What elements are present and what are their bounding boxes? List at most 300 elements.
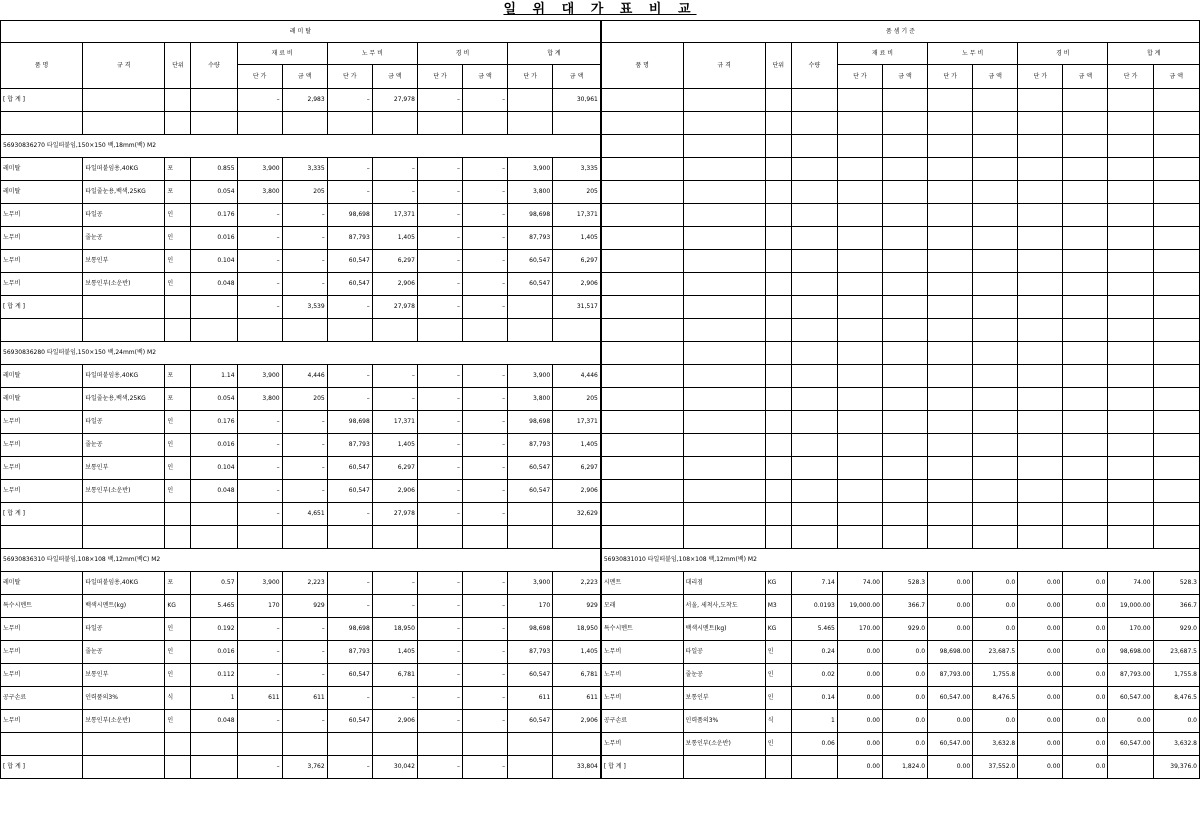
table-cell: 인 — [765, 664, 791, 687]
col-amount: 금 액 — [553, 65, 601, 89]
table-cell — [601, 526, 683, 549]
table-cell: 0.57 — [191, 572, 237, 595]
item-code-header: 56930836310 타일떠붙임,108×108 백,12mm(백C) M2 — [1, 549, 601, 572]
table-cell — [791, 365, 837, 388]
table-cell: [ 합 계 ] — [1, 756, 83, 779]
table-cell — [928, 273, 973, 296]
table-cell — [462, 733, 507, 756]
table-cell: 보통인부(소운반) — [83, 710, 165, 733]
table-cell: 0.00 — [1018, 664, 1063, 687]
table-cell: – — [462, 687, 507, 710]
table-cell — [882, 181, 927, 204]
table-cell — [1, 526, 83, 549]
table-cell: 보통인부(소운반) — [683, 733, 765, 756]
table-row — [1, 710, 1200, 733]
table-cell — [791, 503, 837, 526]
table-cell — [1018, 319, 1063, 342]
table-cell — [683, 204, 765, 227]
table-cell — [282, 319, 327, 342]
col-name: 품 명 — [1, 43, 83, 89]
table-cell: 39,376.0 — [1153, 756, 1199, 779]
table-cell — [973, 503, 1018, 526]
table-cell: 98,698 — [508, 618, 553, 641]
table-cell: [ 합 계 ] — [601, 756, 683, 779]
table-cell — [1063, 365, 1108, 388]
table-cell — [1063, 135, 1108, 158]
table-cell — [928, 503, 973, 526]
table-cell: 0.00 — [1018, 756, 1063, 779]
table-cell — [882, 135, 927, 158]
table-cell — [882, 457, 927, 480]
table-cell: 1,824.0 — [882, 756, 927, 779]
table-cell: – — [237, 457, 282, 480]
table-cell: 87,793 — [327, 641, 372, 664]
table-cell — [683, 112, 765, 135]
table-cell — [601, 135, 683, 158]
table-cell — [601, 457, 683, 480]
table-cell — [1063, 158, 1108, 181]
col-labor: 노 무 비 — [327, 43, 417, 65]
table-cell: 노무비 — [601, 733, 683, 756]
table-cell: 17,371 — [372, 411, 417, 434]
table-cell — [327, 112, 372, 135]
table-cell — [765, 411, 791, 434]
table-cell: 2,906 — [372, 710, 417, 733]
table-cell: 타일공 — [83, 204, 165, 227]
col-spec: 규 격 — [683, 43, 765, 89]
table-cell — [882, 411, 927, 434]
table-cell — [1018, 158, 1063, 181]
table-cell — [928, 411, 973, 434]
table-row — [1, 457, 1200, 480]
table-cell — [837, 457, 882, 480]
table-cell — [1018, 411, 1063, 434]
table-cell: – — [372, 572, 417, 595]
table-cell: – — [417, 710, 462, 733]
table-cell — [1153, 204, 1199, 227]
table-cell — [1153, 158, 1199, 181]
table-cell — [237, 319, 282, 342]
table-cell: 60,547 — [327, 250, 372, 273]
table-cell: – — [417, 618, 462, 641]
table-cell: 170 — [237, 595, 282, 618]
table-cell: 4,446 — [282, 365, 327, 388]
table-cell: – — [417, 756, 462, 779]
table-cell — [973, 434, 1018, 457]
table-cell: – — [372, 158, 417, 181]
table-cell: [ 합 계 ] — [1, 89, 83, 112]
table-cell: 18,950 — [553, 618, 601, 641]
table-cell: 2,906 — [372, 480, 417, 503]
col-amount: 금 액 — [973, 65, 1018, 89]
table-row — [1, 480, 1200, 503]
table-cell: 인력품의3% — [83, 687, 165, 710]
table-cell — [1, 319, 83, 342]
table-cell: 0.00 — [837, 687, 882, 710]
table-cell — [928, 250, 973, 273]
table-cell — [791, 526, 837, 549]
table-cell — [1018, 296, 1063, 319]
table-cell: 60,547 — [327, 273, 372, 296]
col-material: 재 료 비 — [237, 43, 327, 65]
table-cell — [765, 250, 791, 273]
table-cell: – — [462, 365, 507, 388]
table-cell: 611 — [508, 687, 553, 710]
table-cell — [928, 158, 973, 181]
table-cell: 보통인부 — [83, 664, 165, 687]
table-cell: 0.00 — [837, 664, 882, 687]
col-unit-price: 단 가 — [1018, 65, 1063, 89]
table-cell: 3,762 — [282, 756, 327, 779]
table-cell — [683, 273, 765, 296]
table-cell: 611 — [282, 687, 327, 710]
table-cell — [1018, 457, 1063, 480]
table-cell — [683, 434, 765, 457]
table-cell: 노무비 — [1, 434, 83, 457]
table-cell: – — [417, 250, 462, 273]
table-cell: 87,793 — [508, 227, 553, 250]
table-cell: 타일줄눈용,백색,25KG — [83, 181, 165, 204]
table-cell: 0.104 — [191, 457, 237, 480]
table-cell: 인 — [165, 273, 191, 296]
table-cell — [973, 319, 1018, 342]
table-cell: 3,800 — [508, 388, 553, 411]
table-cell: 3,335 — [553, 158, 601, 181]
table-cell: 19,000.00 — [837, 595, 882, 618]
table-cell: 0.0 — [1063, 664, 1108, 687]
table-cell — [1018, 112, 1063, 135]
table-cell: – — [327, 572, 372, 595]
table-cell — [1108, 181, 1153, 204]
table-cell — [1063, 112, 1108, 135]
table-cell — [928, 526, 973, 549]
table-cell: 0.855 — [191, 158, 237, 181]
table-row — [1, 296, 1200, 319]
table-cell — [973, 388, 1018, 411]
table-cell: 0.00 — [1018, 710, 1063, 733]
table-cell: 0.0 — [973, 572, 1018, 595]
table-cell: – — [417, 434, 462, 457]
col-amount: 금 액 — [462, 65, 507, 89]
table-cell — [601, 411, 683, 434]
table-cell: 2,906 — [553, 273, 601, 296]
table-cell: KG — [765, 618, 791, 641]
table-cell — [1108, 135, 1153, 158]
table-cell — [791, 89, 837, 112]
table-cell — [1018, 89, 1063, 112]
table-cell: 0.00 — [1018, 572, 1063, 595]
table-row — [1, 365, 1200, 388]
table-cell — [837, 411, 882, 434]
table-cell: 0.016 — [191, 227, 237, 250]
table-cell: 1,405 — [553, 227, 601, 250]
table-cell — [765, 388, 791, 411]
table-cell: 2,906 — [553, 710, 601, 733]
table-cell — [1063, 227, 1108, 250]
table-cell — [882, 250, 927, 273]
table-cell: 0.0 — [882, 641, 927, 664]
table-cell: 인 — [165, 227, 191, 250]
table-cell: 528.3 — [1153, 572, 1199, 595]
table-row — [1, 158, 1200, 181]
table-cell — [1063, 411, 1108, 434]
table-cell — [973, 250, 1018, 273]
table-cell: 0.048 — [191, 710, 237, 733]
table-cell — [837, 388, 882, 411]
table-cell — [1063, 204, 1108, 227]
col-expense: 경 비 — [417, 43, 507, 65]
table-cell — [1108, 158, 1153, 181]
table-cell — [928, 296, 973, 319]
table-cell: 줄눈공 — [683, 664, 765, 687]
table-cell — [765, 480, 791, 503]
col-amount: 금 액 — [372, 65, 417, 89]
table-cell — [791, 250, 837, 273]
table-cell — [683, 342, 765, 365]
table-cell — [191, 319, 237, 342]
table-cell — [765, 158, 791, 181]
table-cell — [973, 457, 1018, 480]
table-cell: M3 — [765, 595, 791, 618]
table-cell: – — [462, 618, 507, 641]
table-cell — [928, 227, 973, 250]
table-cell — [1063, 181, 1108, 204]
table-cell: 6,297 — [372, 250, 417, 273]
table-cell: 6,781 — [553, 664, 601, 687]
table-cell: 포 — [165, 158, 191, 181]
table-cell: – — [327, 89, 372, 112]
table-cell: – — [327, 181, 372, 204]
col-unit-price: 단 가 — [928, 65, 973, 89]
table-cell — [165, 112, 191, 135]
table-cell: – — [237, 250, 282, 273]
table-cell: 98,698 — [508, 204, 553, 227]
table-cell: 611 — [553, 687, 601, 710]
table-cell: 0.0 — [973, 618, 1018, 641]
table-cell — [973, 296, 1018, 319]
table-cell: 0.00 — [837, 756, 882, 779]
table-cell: 32,629 — [553, 503, 601, 526]
table-cell: 0.0 — [1063, 641, 1108, 664]
table-cell: 60,547 — [508, 250, 553, 273]
table-cell — [837, 181, 882, 204]
table-cell — [508, 296, 553, 319]
table-cell — [882, 319, 927, 342]
table-cell: 특수시멘트 — [1, 595, 83, 618]
table-cell — [282, 733, 327, 756]
table-cell — [765, 756, 791, 779]
col-qty: 수량 — [191, 43, 237, 89]
table-cell — [1018, 365, 1063, 388]
table-cell — [791, 158, 837, 181]
table-cell — [1153, 480, 1199, 503]
table-cell: 인 — [165, 641, 191, 664]
table-cell: 0.00 — [1018, 687, 1063, 710]
table-cell: 노무비 — [1, 618, 83, 641]
table-cell: 6,781 — [372, 664, 417, 687]
table-cell: – — [462, 756, 507, 779]
table-cell: 7.14 — [791, 572, 837, 595]
table-cell — [1063, 526, 1108, 549]
table-cell: 식 — [165, 687, 191, 710]
table-row — [1, 411, 1200, 434]
table-cell: 인 — [165, 664, 191, 687]
table-cell — [791, 388, 837, 411]
table-cell — [973, 526, 1018, 549]
table-cell: 0.0 — [882, 733, 927, 756]
table-cell: 170.00 — [837, 618, 882, 641]
col-unit-price: 단 가 — [237, 65, 282, 89]
table-cell — [508, 526, 553, 549]
table-cell — [372, 112, 417, 135]
table-cell — [765, 457, 791, 480]
table-cell — [791, 480, 837, 503]
table-cell: 인 — [165, 480, 191, 503]
table-cell: – — [462, 158, 507, 181]
table-cell: – — [237, 204, 282, 227]
table-cell: – — [417, 641, 462, 664]
table-cell — [1153, 89, 1199, 112]
table-cell: 레미탈 — [1, 388, 83, 411]
table-cell: 0.00 — [928, 710, 973, 733]
table-cell: 보통인부(소운반) — [83, 480, 165, 503]
table-cell: – — [462, 411, 507, 434]
table-cell — [1153, 503, 1199, 526]
table-cell: – — [372, 181, 417, 204]
table-cell — [1018, 503, 1063, 526]
table-cell: 백색시멘트(kg) — [83, 595, 165, 618]
table-cell — [837, 158, 882, 181]
table-cell: 0.0 — [1063, 618, 1108, 641]
table-cell — [1108, 526, 1153, 549]
table-cell — [165, 319, 191, 342]
table-cell — [1063, 434, 1108, 457]
table-cell — [1108, 319, 1153, 342]
table-cell: 3,900 — [237, 365, 282, 388]
table-cell — [791, 204, 837, 227]
table-cell: 60,547 — [327, 710, 372, 733]
table-cell: – — [417, 273, 462, 296]
table-cell — [417, 112, 462, 135]
page-title: 일 위 대 가 표 비 교 — [503, 2, 697, 17]
table-cell: 0.14 — [791, 687, 837, 710]
table-cell — [1108, 296, 1153, 319]
table-cell — [83, 756, 165, 779]
col-total: 합 계 — [508, 43, 601, 65]
table-cell: 노무비 — [601, 664, 683, 687]
table-cell: 18,950 — [372, 618, 417, 641]
table-cell — [1018, 342, 1063, 365]
table-cell: 3,800 — [237, 388, 282, 411]
table-cell: – — [462, 641, 507, 664]
table-cell: 0.00 — [1018, 595, 1063, 618]
table-cell — [327, 526, 372, 549]
item-code-header: 56930831010 타일떠붙임,108×108 백,12mm(백) M2 — [601, 549, 1200, 572]
table-cell — [83, 733, 165, 756]
table-cell — [601, 388, 683, 411]
table-cell — [191, 756, 237, 779]
table-cell — [372, 526, 417, 549]
table-cell: 타일공 — [83, 618, 165, 641]
table-cell — [791, 296, 837, 319]
table-cell — [1153, 227, 1199, 250]
table-cell: 87,793.00 — [1108, 664, 1153, 687]
table-cell — [601, 204, 683, 227]
table-cell: 0.176 — [191, 411, 237, 434]
table-cell: 3,539 — [282, 296, 327, 319]
table-cell: 2,906 — [372, 273, 417, 296]
table-cell: 3,632.8 — [973, 733, 1018, 756]
table-cell — [1153, 135, 1199, 158]
table-cell: 0.00 — [928, 618, 973, 641]
table-row — [1, 687, 1200, 710]
table-cell: 60,547.00 — [928, 733, 973, 756]
table-cell — [683, 296, 765, 319]
table-cell: 포 — [165, 388, 191, 411]
table-cell — [417, 733, 462, 756]
table-cell — [973, 181, 1018, 204]
table-cell — [1153, 181, 1199, 204]
table-cell — [165, 503, 191, 526]
table-cell — [553, 733, 601, 756]
table-cell: 줄눈공 — [83, 641, 165, 664]
table-cell — [882, 158, 927, 181]
table-cell — [882, 227, 927, 250]
table-cell: 보통인부 — [83, 250, 165, 273]
table-cell: 4,446 — [553, 365, 601, 388]
table-cell — [973, 411, 1018, 434]
table-cell: 87,793 — [508, 641, 553, 664]
table-cell — [282, 526, 327, 549]
table-cell: 366.7 — [1153, 595, 1199, 618]
table-cell: 인력품의3% — [683, 710, 765, 733]
table-cell — [601, 434, 683, 457]
table-cell — [882, 480, 927, 503]
table-cell: 929 — [553, 595, 601, 618]
table-cell: 2,906 — [553, 480, 601, 503]
table-row — [1, 89, 1200, 112]
col-unit-price: 단 가 — [327, 65, 372, 89]
table-cell: 170.00 — [1108, 618, 1153, 641]
table-cell: – — [237, 618, 282, 641]
table-cell — [327, 319, 372, 342]
table-cell — [928, 365, 973, 388]
table-cell: – — [417, 480, 462, 503]
table-cell: 인 — [165, 204, 191, 227]
table-cell: – — [462, 572, 507, 595]
table-cell: 인 — [165, 434, 191, 457]
table-cell: 0.00 — [1018, 618, 1063, 641]
table-cell — [508, 503, 553, 526]
table-cell: – — [282, 411, 327, 434]
table-cell: 노무비 — [1, 273, 83, 296]
table-cell — [601, 250, 683, 273]
table-cell: 식 — [765, 710, 791, 733]
table-cell — [1063, 296, 1108, 319]
table-cell: 타일공 — [683, 641, 765, 664]
table-cell — [1018, 480, 1063, 503]
table-row — [1, 227, 1200, 250]
table-cell: 528.3 — [882, 572, 927, 595]
table-cell: 23,687.5 — [973, 641, 1018, 664]
table-cell: 3,900 — [508, 158, 553, 181]
table-cell: 0.048 — [191, 480, 237, 503]
table-cell — [973, 227, 1018, 250]
table-cell: 60,547.00 — [1108, 733, 1153, 756]
table-cell — [191, 733, 237, 756]
table-cell: 5.465 — [191, 595, 237, 618]
table-cell — [83, 319, 165, 342]
